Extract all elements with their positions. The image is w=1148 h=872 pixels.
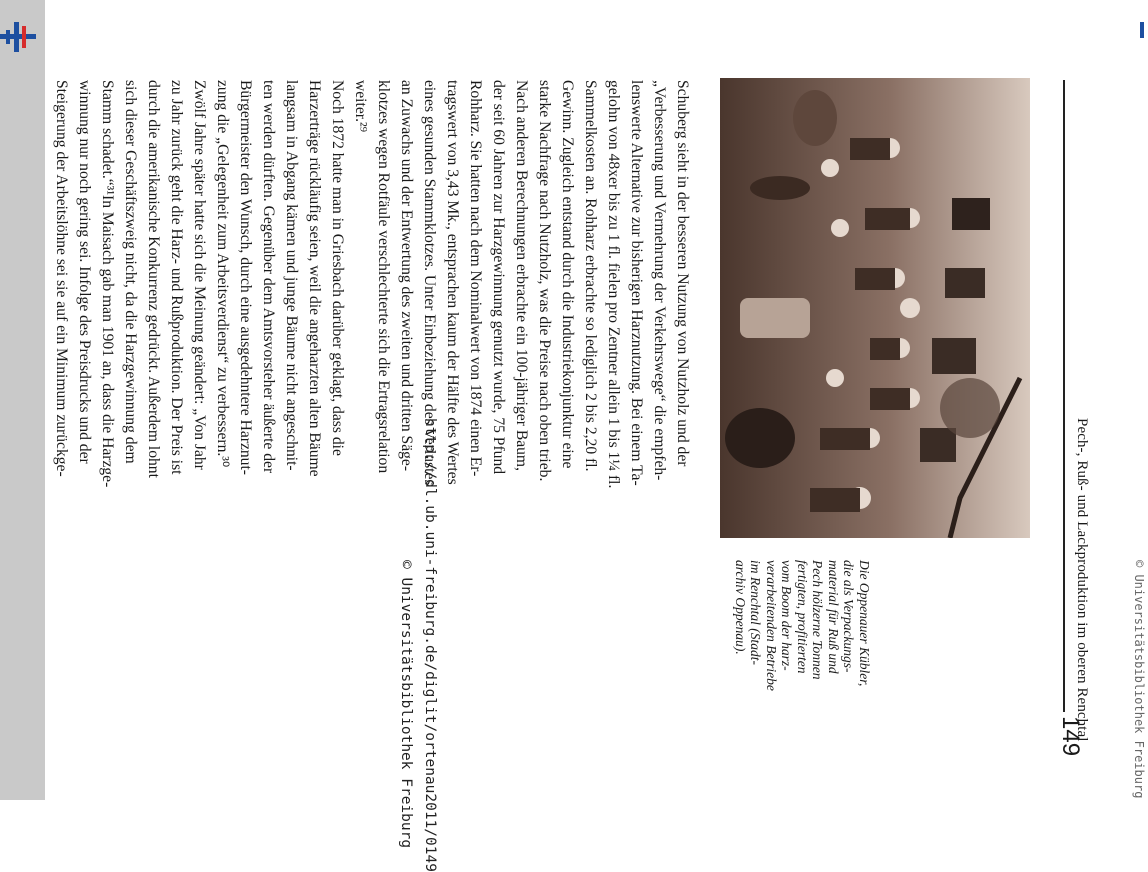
text-line: Steigerung der Arbeitslöhne sei sie auf ein Minimum zurückge-	[53, 80, 70, 477]
text-line: winnung nur noch gering sei. Infolge des Preisdrucks und der	[76, 80, 93, 464]
figure-caption	[733, 560, 873, 691]
text-line: sich dieser Geschäftszweig nicht, da die Harzgewinnung dem	[122, 80, 139, 464]
text-line: Gewinn. Zugleich entstand durch die Industriekonjunktur eine	[559, 80, 576, 469]
text-line: Zwölf Jahre später hatte sich die Meinung geändert: „Von Jahr	[191, 80, 208, 470]
caption-line: im Renchtal (Stadt-	[748, 560, 764, 665]
header-rule	[1063, 80, 1065, 712]
text-line: ten werden dürften. Gegenüber dem Amtsvorsteher äußerte der	[260, 80, 277, 474]
text-line: langsam in Abgang kämen und junge Bäume nicht angeschnit-	[283, 80, 300, 471]
text-line: an Zuwachs und der Entwertung des zweiten und dritten Säge-	[398, 80, 415, 472]
text-line: Bürgermeister den Wunsch, durch eine ausgedehntere Harznut-	[237, 80, 254, 475]
caption-line: Pech hölzerne Tonnen	[810, 560, 826, 680]
caption-line: archiv Oppenau).	[733, 560, 748, 655]
text-line: weiter.²⁹	[352, 80, 369, 133]
text-line: starke Nachfrage nach Nutzholz, was die Preise nach oben trieb.	[536, 80, 553, 482]
text-line: der seit 60 Jahren zur Harzgewinnung genutzt wurde, 75 Pfund	[490, 80, 507, 475]
running-head: Pech-, Ruß- und Lackproduktion im oberen Renchtal	[1074, 418, 1090, 742]
viewer-sidebar	[0, 0, 45, 800]
page-number: 149	[1057, 716, 1084, 757]
ub-freiburg-logo-icon	[0, 22, 36, 52]
caption-line: fertigten, profitierten	[795, 560, 810, 674]
source-url[interactable]: http://dl.ub.uni-freiburg.de/diglit/ortenau2011/0149	[422, 418, 438, 872]
copyright-notice: © Universitätsbibliothek Freiburg	[398, 560, 414, 849]
text-line: „Verbesserung und Vermehrung der Verkehrswege“ die empfeh-	[651, 80, 668, 481]
caption-line: verarbeitenden Betriebe	[764, 560, 779, 691]
text-line: Nach anderen Berechnungen erbrachte ein 100-jähriger Baum,	[513, 80, 530, 471]
text-line: zu Jahr zurück geht die Harz- und Rußproduktion. Der Preis ist	[168, 80, 185, 475]
text-line: lenswerte Alternative zur bisherigen Harznutzung. Bei einem Ta-	[628, 80, 645, 486]
text-line: eines gesunden Stammklotzes. Unter Einbeziehung des Verlustes	[421, 80, 438, 486]
text-line: klotzes wegen Rotfäule verschlechterte sich die Ertragsrelation	[375, 80, 392, 474]
text-line: tragswert von 3,43 Mk., entsprachen kaum der Hälfte des Wertes	[444, 80, 461, 485]
text-line: Rohharz. Sie hatten nach dem Nominalwert von 1874 einen Er-	[467, 80, 484, 477]
text-line: Stamm schadet.“³¹In Maisach gab man 1901 an, dass die Harzge-	[99, 80, 116, 488]
caption-line: material für Ruß und	[826, 560, 841, 674]
text-line: zung die „Gelegenheit zum Arbeitsverdienst“ zu verbessern.³⁰	[214, 80, 231, 468]
caption-line: die als Verpackungs-	[841, 560, 857, 673]
body-text	[50, 80, 694, 488]
edge-copyright-notice: © Universitätsbibliothek Freiburg	[1132, 560, 1146, 799]
text-line: Schuberg sieht in der besseren Nutzung von Nutzholz und der	[674, 80, 691, 467]
text-line: Noch 1872 hatte man in Griesbach darüber geklagt, dass die	[329, 80, 346, 456]
text-line: Harzerträge rückläufig seien, weil die angeharzten alten Bäume	[306, 80, 323, 477]
corner-mark-icon	[1138, 22, 1148, 38]
text-line: durch die amerikanische Konkurrenz gedrückt. Außerdem lohnt	[145, 80, 162, 478]
historic-photo	[720, 78, 1030, 538]
caption-line: Die Oppenauer Kübler,	[857, 560, 872, 687]
text-line: Sammelkosten an. Rohharz erbrachte so lediglich 2 bis 2,20 fl.	[582, 80, 599, 472]
caption-line: vom Boom der harz-	[779, 560, 795, 671]
text-line: gelohn von 48xer bis zu 1 fl. fielen pro Zentner allein 1 bis 1¼ fl.	[605, 80, 622, 489]
